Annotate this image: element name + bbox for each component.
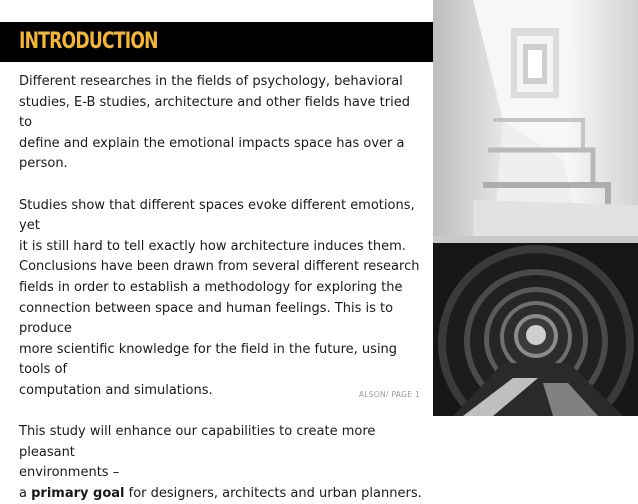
paragraph-2-line: Conclusions have been drawn from several different research	[19, 259, 420, 275]
line-3-suffix: for designers, architects and urban planners.	[124, 485, 422, 501]
paragraph-1-line: studies, E-B studies, architecture and other fields have tried to	[19, 94, 410, 131]
paragraph-1-line: Different researches in the fields of psychology, behavioral	[19, 74, 403, 89]
paragraph-3	[19, 422, 424, 504]
paragraph-3-line-3	[19, 484, 424, 504]
paragraph-1-line: person.	[19, 156, 68, 172]
page-footer: ALSON/ PAGE 1	[358, 390, 420, 399]
paragraph-2-line: connection between space and human feelings. This is to produce	[19, 300, 394, 337]
paragraph-1	[19, 72, 424, 175]
paragraph-2-line: fields in order to establish a methodology for exploring the	[19, 279, 403, 295]
slide-title: INTRODUCTION	[19, 29, 158, 54]
paragraph-2-line: computation and simulations.	[19, 382, 213, 398]
paragraph-3-line: This study will enhance our capabilities to create more pleasant	[19, 424, 376, 460]
architecture-photo-bottom	[433, 243, 638, 416]
tunnel-arches-image	[433, 243, 638, 416]
paragraph-2-line: more scientific knowledge for the field in the future, using tools of	[19, 341, 398, 378]
staircase-image	[433, 0, 638, 243]
paragraph-1-line: define and explain the emotional impacts space has over a	[19, 135, 405, 151]
title-bar	[0, 22, 433, 62]
paragraph-3-line: environments –	[19, 465, 120, 481]
architecture-photo-top	[433, 0, 638, 243]
paragraph-2-line: it is still hard to tell exactly how architecture induces them.	[19, 238, 406, 254]
primary-goal-emphasis: primary goal	[31, 485, 125, 501]
paragraph-2-line: Studies show that different spaces evoke different emotions, yet	[19, 197, 415, 234]
paragraph-2	[19, 196, 424, 402]
body-text	[19, 72, 424, 504]
line-3-prefix: a	[19, 485, 32, 501]
